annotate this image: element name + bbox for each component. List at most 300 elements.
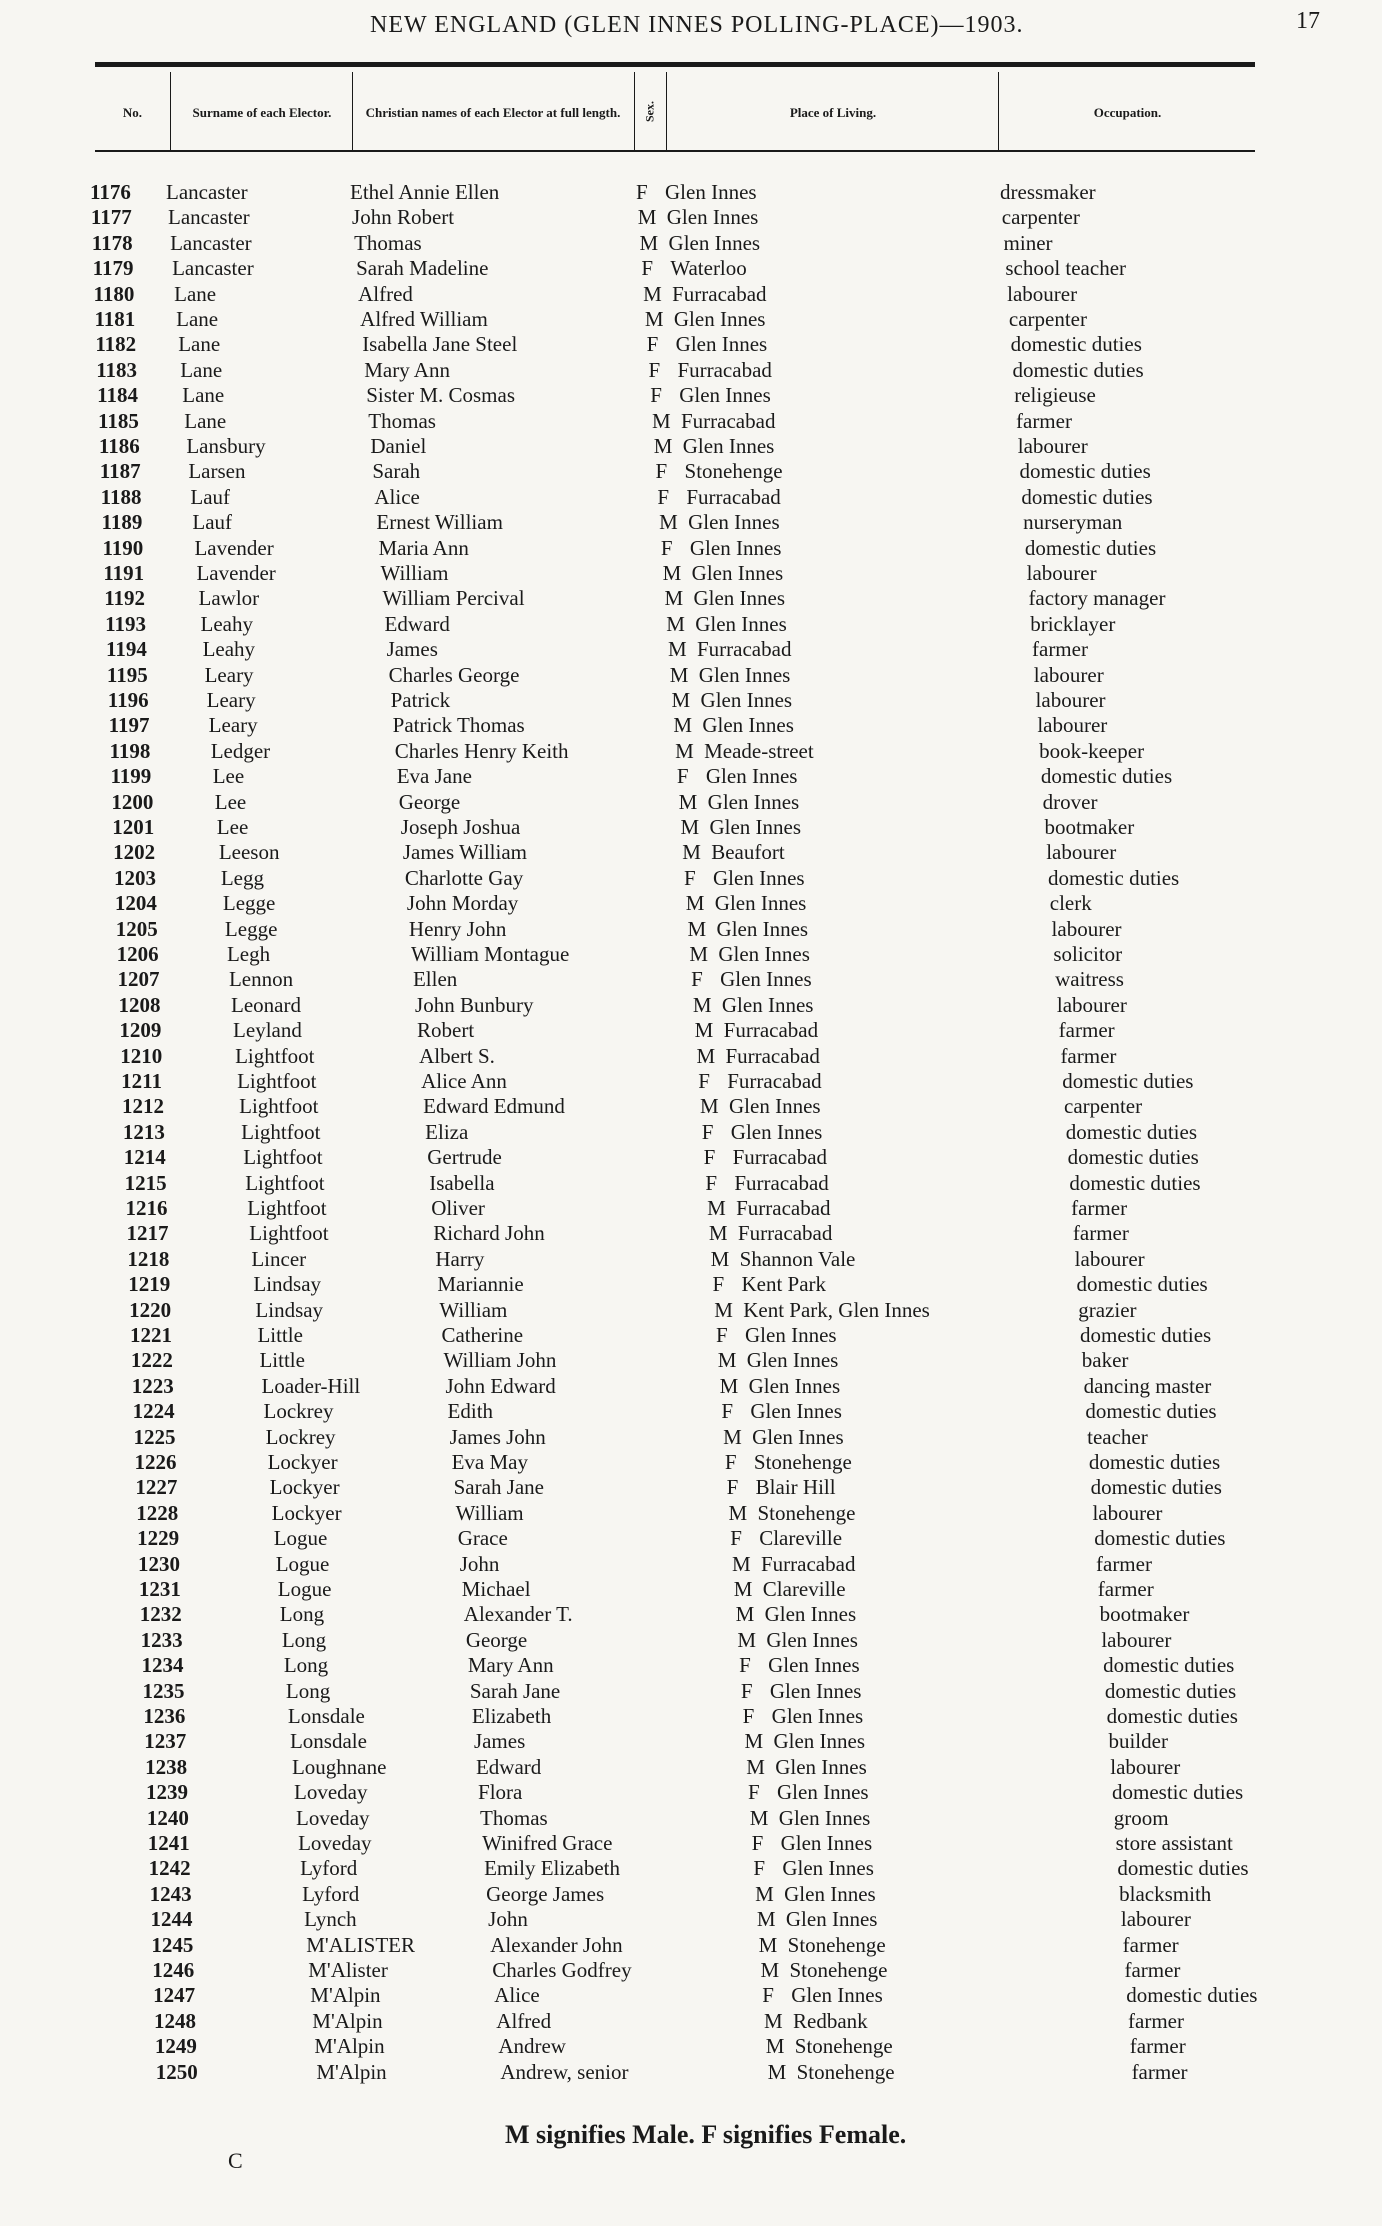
elector-place: Clareville	[762, 1577, 846, 1601]
elector-occupation: domestic duties	[1117, 1856, 1249, 1881]
elector-number: 1232	[139, 1602, 182, 1627]
elector-number: 1185	[98, 408, 139, 433]
elector-place: Stonehenge	[753, 1450, 852, 1474]
elector-place: Stonehenge	[787, 1932, 886, 1957]
elector-christian-names: William Montague	[410, 942, 570, 966]
elector-christian-names: Isabella Jane Steel	[362, 332, 518, 357]
elector-number: 1195	[106, 662, 148, 687]
elector-occupation: labourer	[1101, 1627, 1172, 1652]
elector-occupation: labourer	[1046, 840, 1117, 865]
elector-place: Glen Innes	[784, 1881, 876, 1906]
elector-christian-names: Ellen	[412, 967, 458, 992]
elector-surname: Larsen	[188, 459, 246, 484]
elector-christian-names: George	[465, 1627, 528, 1652]
col-divider	[170, 72, 171, 150]
elector-surname: Lane	[182, 383, 225, 408]
elector-occupation: waitress	[1055, 967, 1124, 992]
elector-occupation: drover	[1042, 789, 1098, 814]
elector-occupation: farmer	[1016, 408, 1072, 433]
elector-place: Furracabad	[732, 1145, 828, 1170]
elector-occupation: domestic duties	[1080, 1323, 1212, 1347]
table-row	[0, 180, 1382, 205]
elector-sex: M	[746, 1754, 765, 1779]
elector-sex: M	[719, 1373, 739, 1398]
table-row	[0, 561, 1382, 586]
table-row	[0, 967, 1382, 992]
elector-number: 1190	[102, 535, 144, 560]
elector-number: 1179	[92, 256, 134, 281]
table-row	[0, 459, 1382, 484]
elector-occupation: domestic duties	[1012, 357, 1144, 382]
table-row	[0, 1602, 1382, 1627]
elector-number: 1240	[146, 1805, 189, 1830]
table-row	[0, 1831, 1382, 1856]
elector-occupation: farmer	[1071, 1196, 1128, 1220]
table-row	[0, 917, 1382, 942]
elector-sex: M	[756, 1907, 776, 1932]
elector-number: 1220	[129, 1297, 172, 1322]
elector-christian-names: Charles Henry Keith	[394, 738, 569, 763]
elector-place: Glen Innes	[721, 992, 814, 1017]
elector-occupation: carpenter	[1064, 1094, 1143, 1119]
elector-christian-names: Maria Ann	[378, 535, 469, 560]
elector-surname: Long	[283, 1653, 329, 1678]
elector-place: Glen Innes	[766, 1627, 858, 1652]
elector-christian-names: Elizabeth	[471, 1704, 552, 1728]
table-row	[0, 434, 1382, 459]
elector-surname: Long	[285, 1678, 331, 1703]
elector-place: Stonehenge	[757, 1500, 856, 1525]
col-header-place: Place of Living.	[789, 104, 877, 120]
elector-occupation: domestic duties	[1106, 1704, 1238, 1728]
table-row	[0, 2009, 1382, 2034]
elector-number: 1186	[98, 434, 140, 458]
elector-occupation: labourer	[1007, 281, 1078, 306]
elector-number: 1206	[116, 942, 159, 966]
elector-occupation: labourer	[1110, 1754, 1181, 1779]
elector-occupation: labourer	[1120, 1907, 1191, 1932]
table-row	[0, 332, 1382, 357]
elector-christian-names: John Morday	[406, 891, 519, 916]
table-row	[0, 1094, 1382, 1119]
elector-surname: Lane	[176, 307, 219, 331]
elector-occupation: domestic duties	[1076, 1272, 1208, 1297]
elector-christian-names: Eva May	[451, 1450, 528, 1474]
elector-place: Kent Park	[741, 1272, 827, 1297]
elector-number: 1194	[106, 637, 147, 662]
elector-number: 1198	[109, 738, 151, 763]
elector-surname: Lockrey	[265, 1424, 336, 1449]
elector-number: 1242	[148, 1856, 191, 1881]
elector-sex: M	[662, 561, 682, 585]
elector-occupation: domestic duties	[1040, 764, 1173, 789]
elector-place: Stonehenge	[684, 459, 783, 484]
elector-sex: M	[696, 1043, 716, 1068]
elector-christian-names: Thomas	[480, 1805, 548, 1830]
elector-number: 1187	[99, 459, 141, 484]
elector-place: Glen Innes	[698, 662, 791, 687]
elector-number: 1203	[114, 865, 156, 890]
table-row	[0, 1806, 1382, 1831]
elector-occupation: domestic duties	[1085, 1399, 1217, 1424]
elector-surname: Leahy	[200, 611, 254, 636]
elector-sex: M	[673, 713, 693, 738]
elector-place: Furracabad	[677, 357, 772, 382]
elector-sex: F	[705, 1170, 718, 1195]
elector-surname: Lincer	[251, 1246, 307, 1271]
elector-christian-names: Grace	[457, 1526, 508, 1551]
elector-place: Furracabad	[736, 1196, 831, 1220]
elector-occupation: carpenter	[1001, 205, 1080, 230]
elector-occupation: domestic duties	[1067, 1145, 1199, 1170]
elector-place: Redbank	[793, 2008, 868, 2033]
table-row	[0, 231, 1382, 256]
elector-surname: Lindsay	[255, 1297, 324, 1322]
elector-surname: Leyland	[233, 1018, 302, 1043]
elector-christian-names: Daniel	[370, 434, 427, 458]
elector-sex: M	[687, 916, 707, 941]
elector-number: 1248	[154, 2008, 196, 2033]
top-rule	[95, 62, 1255, 67]
elector-christian-names: Charles Godfrey	[492, 1958, 632, 1982]
elector-sex: F	[648, 357, 661, 382]
table-row	[0, 942, 1382, 967]
elector-number: 1176	[90, 180, 131, 204]
elector-occupation: labourer	[1026, 561, 1097, 585]
elector-place: Glen Innes	[764, 1602, 857, 1627]
elector-christian-names: Flora	[478, 1780, 523, 1805]
elector-number: 1239	[146, 1780, 188, 1805]
elector-number: 1241	[147, 1831, 190, 1855]
elector-christian-names: Oliver	[431, 1196, 485, 1220]
sex-legend-note: M signifies Male. F signifies Female.	[505, 2120, 907, 2149]
elector-sex: M	[732, 1551, 751, 1576]
elector-place: Glen Innes	[748, 1373, 841, 1398]
table-row	[0, 307, 1382, 332]
elector-number: 1210	[120, 1043, 163, 1068]
elector-surname: Loveday	[298, 1831, 372, 1855]
elector-christian-names: John	[488, 1907, 528, 1932]
elector-occupation: farmer	[1060, 1043, 1117, 1068]
elector-place: Furracabad	[727, 1069, 822, 1093]
elector-surname: Lancaster	[168, 205, 250, 230]
elector-surname: Long	[279, 1602, 325, 1627]
elector-sex: F	[660, 535, 673, 560]
table-row	[0, 1272, 1382, 1297]
elector-place: Glen Innes	[752, 1424, 844, 1449]
elector-surname: Leary	[206, 688, 256, 712]
elector-place: Blair Hill	[755, 1475, 836, 1500]
elector-christian-names: Michael	[461, 1577, 531, 1601]
table-row	[0, 510, 1382, 535]
elector-occupation: book-keeper	[1039, 738, 1145, 763]
table-row	[0, 1145, 1382, 1170]
elector-place: Furracabad	[725, 1043, 820, 1068]
table-row	[0, 739, 1382, 764]
col-divider	[998, 72, 999, 150]
elector-sex: F	[730, 1526, 742, 1551]
elector-christian-names: Edith	[447, 1399, 494, 1424]
elector-sex: F	[636, 180, 648, 204]
elector-sex: F	[684, 865, 696, 890]
elector-surname: Lockyer	[271, 1500, 342, 1525]
elector-number: 1183	[96, 357, 138, 382]
elector-sex: M	[723, 1424, 742, 1449]
elector-occupation: domestic duties	[1021, 484, 1153, 509]
table-row	[0, 713, 1382, 738]
table-row	[0, 409, 1382, 434]
elector-occupation: bricklayer	[1030, 611, 1116, 636]
elector-occupation: labourer	[1037, 713, 1108, 738]
elector-number: 1217	[126, 1221, 169, 1246]
elector-place: Stonehenge	[789, 1958, 888, 1982]
elector-number: 1204	[114, 891, 157, 916]
elector-sex: M	[707, 1196, 726, 1220]
elector-sex: M	[678, 789, 698, 814]
elector-christian-names: Andrew, senior	[500, 2059, 629, 2084]
elector-christian-names: Thomas	[368, 408, 436, 433]
elector-place: Stonehenge	[796, 2059, 895, 2084]
elector-christian-names: Catherine	[441, 1323, 524, 1347]
elector-surname: Lynch	[304, 1907, 357, 1932]
elector-surname: M'Alpin	[314, 2034, 385, 2059]
elector-place: Glen Innes	[773, 1729, 866, 1754]
elector-number: 1213	[122, 1119, 165, 1144]
elector-surname: Lightfoot	[243, 1145, 323, 1170]
elector-christian-names: Edward	[384, 611, 450, 636]
table-row	[0, 612, 1382, 637]
elector-sex: M	[637, 205, 657, 230]
table-row	[0, 1323, 1382, 1348]
elector-sex: M	[653, 434, 673, 458]
elector-number: 1191	[103, 561, 145, 585]
elector-christian-names: Alice	[494, 1983, 540, 2008]
elector-occupation: solicitor	[1053, 942, 1123, 966]
table-row	[0, 1628, 1382, 1653]
elector-surname: Loughnane	[291, 1754, 387, 1779]
elector-sex: M	[710, 1246, 730, 1271]
elector-surname: Lauf	[190, 484, 231, 509]
elector-place: Glen Innes	[673, 307, 766, 331]
elector-place: Furracabad	[723, 1018, 819, 1043]
table-row	[0, 1501, 1382, 1526]
elector-occupation: domestic duties	[1069, 1170, 1201, 1195]
elector-place: Glen Innes	[682, 434, 775, 458]
elector-occupation: labourer	[1074, 1246, 1145, 1271]
elector-number: 1196	[107, 688, 149, 712]
elector-sex: M	[714, 1297, 733, 1322]
elector-christian-names: James	[473, 1729, 526, 1754]
table-row	[0, 1425, 1382, 1450]
elector-occupation: baker	[1081, 1348, 1129, 1373]
table-row	[0, 1475, 1382, 1500]
elector-christian-names: William	[439, 1297, 508, 1322]
elector-occupation: labourer	[1056, 992, 1127, 1017]
elector-occupation: religieuse	[1014, 383, 1096, 408]
elector-place: Kent Park, Glen Innes	[743, 1297, 930, 1322]
col-header-christian-names: Christian names of each Elector at full length.	[365, 104, 621, 120]
elector-surname: Lansbury	[186, 434, 266, 458]
elector-sex: M	[737, 1627, 757, 1652]
table-row	[0, 1729, 1382, 1754]
elector-surname: Lawlor	[198, 586, 260, 611]
elector-surname: Lightfoot	[235, 1043, 315, 1068]
elector-number: 1193	[105, 611, 146, 636]
elector-number: 1245	[151, 1932, 194, 1957]
elector-number: 1216	[125, 1196, 168, 1220]
elector-christian-names: Alfred William	[360, 307, 488, 331]
elector-place: Glen Innes	[729, 1094, 821, 1119]
elector-number: 1211	[121, 1069, 162, 1093]
elector-sex: M	[685, 891, 705, 916]
elector-place: Furracabad	[697, 637, 792, 662]
elector-christian-names: George	[398, 789, 461, 814]
elector-number: 1215	[124, 1170, 167, 1195]
elector-sex: F	[724, 1450, 737, 1474]
elector-sex: M	[758, 1932, 778, 1957]
table-row	[0, 866, 1382, 891]
elector-occupation: farmer	[1096, 1551, 1152, 1576]
signature-mark: C	[228, 2148, 243, 2173]
elector-number: 1222	[130, 1348, 173, 1373]
col-header-occupation: Occupation.	[1093, 104, 1162, 120]
elector-sex: M	[728, 1500, 748, 1525]
elector-sex: F	[698, 1069, 710, 1093]
elector-christian-names: Alexander John	[490, 1932, 623, 1957]
elector-christian-names: Gertrude	[427, 1145, 502, 1170]
elector-sex: F	[655, 459, 668, 484]
table-row	[0, 1018, 1382, 1043]
elector-sex: M	[733, 1577, 753, 1601]
elector-occupation: grazier	[1078, 1297, 1137, 1322]
elector-number: 1225	[133, 1424, 176, 1449]
elector-surname: Logue	[275, 1551, 330, 1576]
elector-christian-names: Charlotte Gay	[404, 865, 524, 890]
table-row	[0, 1907, 1382, 1932]
elector-christian-names: William John	[443, 1348, 557, 1373]
table-row	[0, 1450, 1382, 1475]
elector-place: Glen Innes	[714, 891, 807, 916]
elector-christian-names: Eva Jane	[396, 764, 472, 789]
elector-christian-names: Winifred Grace	[482, 1831, 613, 1855]
elector-sex: M	[765, 2034, 785, 2059]
table-row	[0, 993, 1382, 1018]
elector-number: 1230	[138, 1551, 180, 1576]
elector-surname: Lane	[180, 357, 223, 382]
elector-surname: Loveday	[294, 1780, 368, 1805]
elector-place: Glen Innes	[746, 1348, 839, 1373]
elector-christian-names: Sarah Madeline	[356, 256, 489, 281]
elector-christian-names: Sarah Jane	[469, 1678, 561, 1703]
elector-christian-names: Robert	[417, 1018, 475, 1043]
elector-number: 1197	[108, 713, 150, 738]
col-divider	[352, 72, 353, 150]
elector-place: Glen Innes	[720, 967, 812, 992]
elector-place: Glen Innes	[689, 535, 782, 560]
elector-surname: Little	[257, 1323, 303, 1347]
elector-surname: Legg	[220, 865, 265, 890]
elector-place: Glen Innes	[675, 332, 768, 357]
elector-sex: F	[721, 1399, 734, 1424]
elector-place: Glen Innes	[745, 1323, 837, 1347]
table-row	[0, 586, 1382, 611]
elector-christian-names: Mary Ann	[364, 357, 450, 382]
elector-place: Glen Innes	[702, 713, 794, 738]
elector-number: 1201	[112, 815, 155, 839]
table-row	[0, 663, 1382, 688]
elector-surname: Lyford	[302, 1881, 360, 1906]
elector-sex: F	[739, 1653, 751, 1678]
elector-sex: F	[691, 967, 703, 992]
elector-sex: M	[682, 840, 701, 865]
elector-occupation: school teacher	[1005, 256, 1127, 281]
elector-place: Glen Innes	[768, 1653, 860, 1678]
elector-sex: M	[689, 942, 709, 966]
elector-occupation: domestic duties	[1103, 1653, 1235, 1678]
table-row	[0, 1933, 1382, 1958]
elector-number: 1199	[110, 764, 152, 789]
elector-sex: M	[669, 662, 689, 687]
table-row	[0, 536, 1382, 561]
elector-place: Glen Innes	[785, 1907, 878, 1932]
elector-number: 1238	[145, 1754, 188, 1779]
elector-occupation: carpenter	[1008, 307, 1087, 331]
elector-occupation: labourer	[1035, 688, 1106, 712]
elector-place: Glen Innes	[713, 865, 805, 890]
elector-sex: M	[639, 230, 659, 255]
elector-place: Glen Innes	[668, 230, 761, 255]
elector-number: 1221	[130, 1323, 172, 1347]
elector-place: Clareville	[759, 1526, 843, 1551]
elector-surname: M'Alister	[308, 1958, 388, 1982]
elector-christian-names: Patrick Thomas	[392, 713, 525, 738]
elector-surname: Lightfoot	[241, 1119, 321, 1144]
elector-number: 1231	[138, 1577, 181, 1601]
elector-sex: F	[703, 1145, 716, 1170]
elector-christian-names: James	[386, 637, 438, 662]
elector-place: Furracabad	[761, 1551, 856, 1576]
elector-christian-names: Mariannie	[437, 1272, 524, 1297]
elector-surname: Lightfoot	[247, 1196, 327, 1220]
elector-surname: Lane	[178, 332, 221, 357]
elector-place: Glen Innes	[665, 180, 757, 204]
table-row	[0, 1958, 1382, 1983]
elector-surname: Leeson	[218, 840, 280, 865]
elector-occupation: farmer	[1058, 1018, 1115, 1043]
elector-christian-names: Alexander T.	[463, 1602, 573, 1627]
elector-occupation: farmer	[1124, 1958, 1181, 1982]
table-row	[0, 1120, 1382, 1145]
table-row	[0, 815, 1382, 840]
elector-sex: F	[701, 1119, 714, 1144]
elector-occupation: dancing master	[1083, 1373, 1212, 1398]
elector-place: Glen Innes	[775, 1754, 867, 1779]
elector-occupation: groom	[1113, 1805, 1169, 1830]
elector-surname: Lockrey	[263, 1399, 334, 1424]
elector-christian-names: Edward	[475, 1754, 542, 1779]
elector-occupation: domestic duties	[1094, 1526, 1226, 1551]
col-divider	[634, 72, 635, 150]
col-header-no: No.	[122, 104, 143, 120]
elector-christian-names: Richard John	[433, 1221, 545, 1246]
elector-christian-names: Emily Elizabeth	[484, 1856, 620, 1881]
elector-sex: F	[740, 1678, 753, 1703]
elector-place: Glen Innes	[691, 561, 784, 585]
table-row	[0, 1171, 1382, 1196]
elector-place: Glen Innes	[709, 815, 801, 839]
table-row	[0, 637, 1382, 662]
elector-surname: Legge	[222, 891, 276, 916]
